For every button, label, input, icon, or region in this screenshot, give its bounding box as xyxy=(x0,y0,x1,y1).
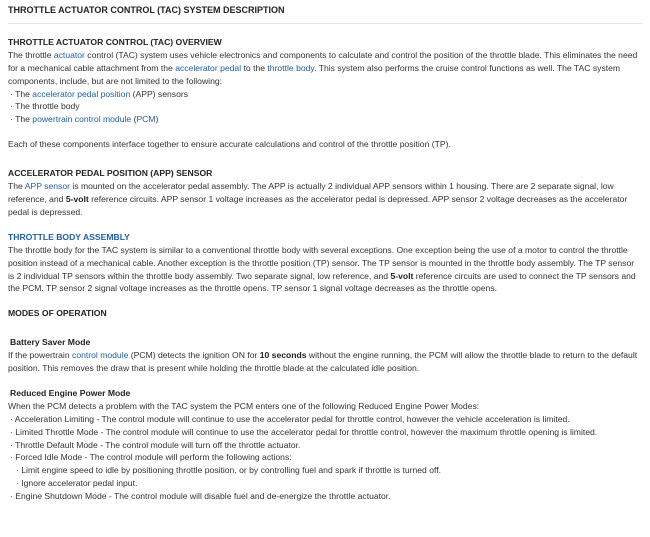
list-item: · Limited Throttle Mode - The control module will continue to use the accelerator pedal for throttle control, however the maximum throttle opening is limited. xyxy=(10,426,598,437)
list-item: · Acceleration Limiting - The control module will continue to use the accelerator pedal for throttle control, however the vehicle acceleration is limited. xyxy=(10,413,570,424)
overview-closing: Each of these components interface together to ensure accurate calculations and control of the throttle position (TP). xyxy=(8,139,451,150)
throttle-body-paragraph: The throttle body for the TAC system is similar to a conventional throttle body with several exceptions. One exception being the use of a motor to control the throttle position instead of a mechanical cable. Another exception is the throttle position (TP) sensor. The TP sensor is mounted in the throttle body assembly. The TP sensor is 2 individual TP sensors within the throttle body assembly. Two separate signal, low reference, and 5-volt reference circuits are used to connect the TP sensors and the PCM. TP sensor 2 signal voltage increases as the throttle opens. TP sensor 1 signal voltage decreases as the throttle opens. xyxy=(8,244,636,294)
battery-saver-paragraph: If the powertrain control module (PCM) detects the ignition ON for 10 seconds without the engine running, the PCM will allow the throttle blade to return to the default position. This removes the draw that is present while holding the throttle blade at the calculated idle position. xyxy=(8,350,638,374)
throttle-body-heading: THROTTLE BODY ASSEMBLY xyxy=(8,231,130,242)
accelerator-pedal-position-link[interactable]: accelerator pedal position xyxy=(32,88,131,99)
app-sensor-paragraph: The APP sensor is mounted on the accelerator pedal assembly. The APP is actually 2 individual APP sensors within 1 housing. There are 2 separate signal, low reference, and 5-volt reference circuits. APP sensor 1 voltage increases as the accelerator pedal is depressed. APP sensor 2 voltage decreases as the accelerator pedal is depressed. xyxy=(8,181,628,217)
control-module-link[interactable]: control module xyxy=(72,350,129,361)
overview-paragraph: The throttle actuator control (TAC) system uses vehicle electronics and components to calculate and control the position of the throttle blade. This eliminates the need for a mechanical cable attachment from the accelerator pedal to the throttle body. This system also performs the cruise control functions as well. The TAC system components, include, but are not limited to the following: xyxy=(8,49,638,86)
list-item: · Throttle Default Mode - The control module will turn off the throttle actuator. xyxy=(10,439,301,450)
app-sensor-heading: ACCELERATOR PEDAL POSITION (APP) SENSOR xyxy=(8,168,213,179)
list-item: · The powertrain control module (PCM) xyxy=(10,114,159,125)
sub-list-item: · Ignore accelerator pedal input. xyxy=(16,478,138,489)
reduced-power-title: Reduced Engine Power Mode xyxy=(10,387,131,398)
throttle-body-link[interactable]: throttle body xyxy=(267,62,315,73)
pcm-link[interactable]: PCM xyxy=(136,114,156,125)
accelerator-pedal-link[interactable]: accelerator pedal xyxy=(175,62,242,73)
list-item: · The accelerator pedal position (APP) sensors xyxy=(10,88,189,99)
battery-saver-title: Battery Saver Mode xyxy=(10,337,91,348)
actuator-link[interactable]: actuator xyxy=(53,49,85,60)
page-title: THROTTLE ACTUATOR CONTROL (TAC) SYSTEM DESCRIPTION xyxy=(8,4,642,24)
powertrain-control-module-link[interactable]: powertrain control module xyxy=(32,114,132,125)
list-item: · The throttle body xyxy=(10,101,80,112)
modes-heading: MODES OF OPERATION xyxy=(8,308,107,319)
reduced-power-intro: When the PCM detects a problem with the TAC system the PCM enters one of the following Reduced Engine Power Modes: xyxy=(8,400,480,411)
app-sensor-link[interactable]: APP sensor xyxy=(24,181,70,192)
sub-list-item: · Limit engine speed to idle by positioning throttle position, or by controlling fuel and spark if throttle is turned off. xyxy=(16,465,441,476)
list-item: · Engine Shutdown Mode - The control module will disable fuel and de-energize the throttle actuator. xyxy=(10,491,391,502)
list-item: · Forced Idle Mode - The control module will perform the following actions: xyxy=(10,452,292,463)
overview-heading: THROTTLE ACTUATOR CONTROL (TAC) OVERVIEW xyxy=(8,36,222,47)
